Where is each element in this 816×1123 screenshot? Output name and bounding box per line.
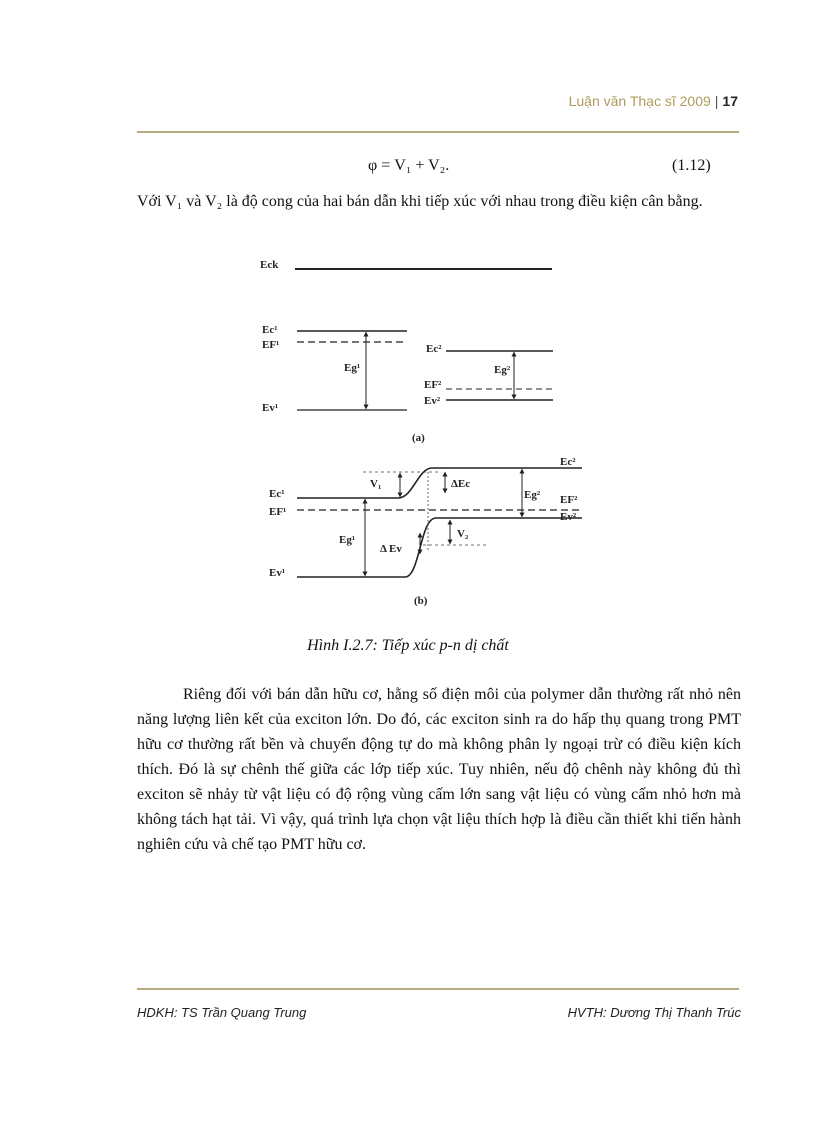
label-ef1-b: EF¹	[269, 506, 287, 518]
label-panel-b: (b)	[414, 595, 428, 607]
label-eg1-b: Eg¹	[339, 534, 356, 546]
equation-number: (1.12)	[672, 157, 711, 174]
label-ec1-b: Ec¹	[269, 488, 285, 500]
label-eg2-a: Eg²	[494, 364, 511, 376]
label-ef1-a: EF¹	[262, 339, 280, 351]
page-header	[569, 93, 738, 109]
label-ev2-a: Ev²	[424, 395, 441, 407]
page-number: 17	[722, 93, 738, 109]
label-ev2-b: Ev²	[560, 511, 577, 523]
label-v1: V₁	[370, 478, 382, 490]
label-v2: V₂	[457, 528, 469, 540]
label-eg2-b: Eg²	[524, 489, 541, 501]
footer-student: HVTH: Dương Thị Thanh Trúc	[567, 1005, 741, 1020]
header-rule	[137, 131, 739, 133]
label-eg1-a: Eg¹	[344, 362, 361, 374]
footer-advisor: HDKH: TS Trần Quang Trung	[137, 1005, 307, 1020]
label-delta-ev: Δ Ev	[380, 543, 402, 555]
header-separator: |	[714, 93, 719, 109]
valence-band-b	[297, 518, 582, 577]
label-ev1-b: Ev¹	[269, 567, 286, 579]
label-ec2-a: Ec²	[426, 343, 442, 355]
label-ev1-a: Ev¹	[262, 402, 279, 414]
thesis-title: Luận văn Thạc sĩ 2009	[568, 93, 711, 109]
paragraph-organic-semiconductor: Riêng đối với bán dẫn hữu cơ, hằng số điện môi của polymer dẫn thường rất nhỏ nên năng lượng liên kết của exciton lớn. Do đó, các exciton sinh ra do hấp thụ quang trong PMT hữu cơ thường rất bền và chuyển động tự do mà không phân ly ngoại trừ có điều kiện kích thích. Đó là sự chênh thế giữa các lớp tiếp xúc. Tuy nhiên, nếu độ chênh này không đủ thì exciton sẽ nhảy từ vật liệu có độ rộng vùng cấm lớn sang vật liệu có vùng cấm nhỏ hơn mà không tách hạt tải. Vì vậy, quá trình lựa chọn vật liệu thích hợp là điều cần thiết khi tiến hành nghiên cứu và chế tạo PMT hữu cơ.	[137, 686, 741, 853]
equation-1-12: φ = V₁ + V₂.	[368, 157, 450, 174]
band-diagram-figure	[240, 250, 620, 610]
paragraph-intro: Với V₁ và V₂ là độ cong của hai bán dẫn khi tiếp xúc với nhau trong điều kiện cân bằng.	[137, 193, 703, 210]
label-ef2-a: EF²	[424, 379, 442, 391]
label-ef2-b: EF²	[560, 494, 578, 506]
footer-rule	[137, 988, 739, 990]
label-evac: Eck	[260, 259, 279, 271]
label-panel-a: (a)	[412, 432, 425, 444]
label-ec2-b: Ec²	[560, 456, 576, 468]
label-ec1-a: Ec¹	[262, 324, 278, 336]
diagram-a	[260, 259, 553, 444]
diagram-b	[269, 456, 582, 607]
figure-caption: Hình I.2.7: Tiếp xúc p-n dị chất	[307, 637, 509, 654]
label-delta-ec: ΔEc	[451, 478, 471, 490]
